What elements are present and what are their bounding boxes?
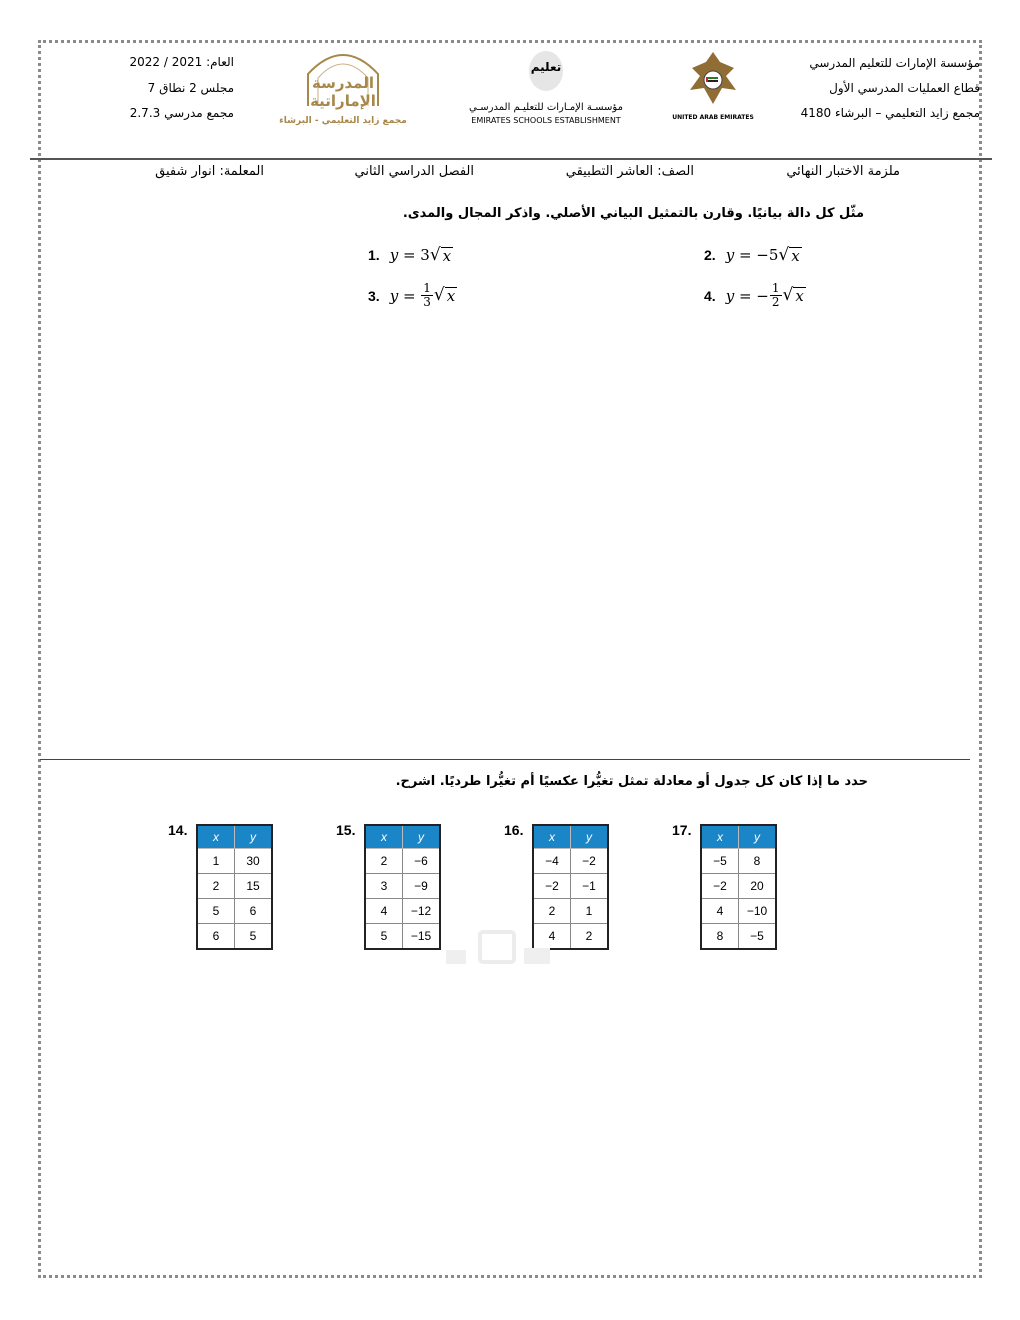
header-x: x [533, 825, 571, 849]
lhs: y [725, 246, 735, 264]
emirates-school-name: المدرسة الإماراتية [310, 74, 376, 110]
problem-2: 2. y = −5 √ x [704, 244, 800, 265]
cell-x: 4 [365, 899, 403, 924]
sqrt: √ x [782, 285, 804, 305]
table-row [197, 874, 272, 899]
header-complex: مجمع مدرسي 2.7.3 [129, 106, 234, 120]
term-label: الفصل الدراسي الثاني [354, 164, 474, 179]
cell-x: 5 [365, 924, 403, 950]
header-y: y [235, 825, 273, 849]
cell-x: 4 [701, 899, 739, 924]
section2-instruction: حدد ما إذا كان كل جدول أو معادلة تمثل تغيُّرا عكسيًا أم تغيُّرا طرديًا. اشرح. [395, 774, 868, 789]
table-row [197, 924, 272, 950]
watermark-book-icon [440, 928, 560, 972]
lhs: y [389, 286, 399, 305]
cell-y: 20 [739, 874, 777, 899]
emirates-school-caption: مجمع زايد التعليمي - البرشاء [279, 116, 407, 126]
header-school: مجمع زايد التعليمي – البرشاء 4180 [800, 106, 980, 120]
table-14 [196, 824, 273, 950]
table-row [701, 924, 776, 950]
header-year: العام: 2021 / 2022 [129, 55, 234, 69]
table-row [197, 849, 272, 874]
uae-caption: UNITED ARAB EMIRATES [672, 114, 754, 121]
table-17-number: 17. [672, 822, 692, 838]
lhs: y [725, 286, 735, 305]
sqrt: √ x [433, 285, 456, 305]
cell-x: 2 [365, 849, 403, 874]
cell-y: 8 [739, 849, 777, 874]
emirates-school-logo [278, 46, 408, 130]
sign: − [756, 286, 769, 305]
table-row [533, 849, 608, 874]
cell-y: 6 [235, 899, 273, 924]
radicand: x [795, 287, 804, 305]
numerator: 1 [771, 281, 780, 295]
fraction [421, 282, 433, 309]
table-row [365, 899, 440, 924]
table-row [701, 899, 776, 924]
header-divider [30, 158, 992, 160]
cell-y: −12 [403, 899, 441, 924]
header-y: y [403, 825, 441, 849]
cell-y: −9 [403, 874, 441, 899]
coefficient: 3 [420, 246, 430, 264]
problem-1: 1. y = 3 √ x [368, 244, 452, 265]
header-x: x [365, 825, 403, 849]
cell-x: 3 [365, 874, 403, 899]
taaleem-word: تعليم [530, 60, 562, 74]
cell-x: 5 [197, 899, 235, 924]
table-15 [364, 824, 441, 950]
ese-logo [460, 50, 632, 130]
coefficient: −5 [756, 246, 779, 264]
section-divider [40, 759, 970, 760]
uae-emblem [670, 46, 756, 130]
table-row [365, 924, 440, 950]
table-14-number: 14. [168, 822, 188, 838]
lhs: y [389, 246, 399, 264]
sqrt: √ x [429, 244, 452, 265]
problem-number: 4. [704, 287, 716, 304]
header-institution: مؤسسة الإمارات للتعليم المدرسي [809, 56, 980, 70]
table-row [701, 874, 776, 899]
sqrt: √ x [778, 244, 800, 265]
cell-y: 5 [235, 924, 273, 950]
cell-y: 15 [235, 874, 273, 899]
table-row [365, 874, 440, 899]
problem-3: 3. y = $\frac{1}{3}$ √ x [368, 281, 456, 309]
denominator: 2 [771, 295, 780, 309]
falcon-emblem-icon [670, 46, 756, 112]
table-17 [700, 824, 777, 950]
ese-arabic: مؤسسـة الإمـارات للتعليـم المدرسـي [469, 102, 623, 113]
cell-y: 1 [571, 899, 609, 924]
cell-x: 2 [197, 874, 235, 899]
exam-title: ملزمة الاختبار النهائي [786, 164, 900, 179]
radicand: x [446, 287, 456, 305]
cell-x: −5 [701, 849, 739, 874]
page-border [38, 40, 982, 1278]
cell-y: −2 [571, 849, 609, 874]
section1-instruction: مثّل كل دالة بيانيًا. وقارن بالتمثيل البياني الأصلي. واذكر المجال والمدى. [402, 206, 864, 221]
cell-x: −4 [533, 849, 571, 874]
teacher-label: المعلمة: انوار شفيق [155, 164, 264, 179]
header-x: x [701, 825, 739, 849]
cell-y: 30 [235, 849, 273, 874]
problem-number: 3. [368, 287, 380, 304]
problem-4: 4. y = − $\frac{1}{2}$ √ x [704, 281, 804, 309]
cell-x: 8 [701, 924, 739, 950]
cell-y: −10 [739, 899, 777, 924]
table-row [197, 899, 272, 924]
radicand: x [442, 246, 452, 265]
header-council: مجلس 2 نطاق 7 [147, 81, 234, 95]
header-x: x [197, 825, 235, 849]
header-sector: قطاع العمليات المدرسي الأول [829, 81, 980, 95]
cell-y: −15 [403, 924, 441, 950]
table-15-number: 15. [336, 822, 356, 838]
denominator: 3 [423, 295, 431, 309]
table-row [365, 849, 440, 874]
header-y: y [739, 825, 777, 849]
problem-number: 2. [704, 247, 716, 263]
table-row [701, 849, 776, 874]
numerator: 1 [423, 281, 431, 295]
table-row [533, 874, 608, 899]
cell-x: 4 [533, 924, 571, 950]
ese-english: EMIRATES SCHOOLS ESTABLISHMENT [471, 116, 621, 125]
fraction [770, 282, 782, 309]
radicand: x [791, 246, 800, 265]
cell-x: −2 [701, 874, 739, 899]
cell-x: 6 [197, 924, 235, 950]
cell-y: −1 [571, 874, 609, 899]
problem-number: 1. [368, 247, 380, 263]
cell-x: 2 [533, 899, 571, 924]
grade-label: الصف: العاشر التطبيقي [565, 164, 694, 179]
cell-x: −2 [533, 874, 571, 899]
header-y: y [571, 825, 609, 849]
cell-x: 1 [197, 849, 235, 874]
table-row [533, 899, 608, 924]
cell-y: 2 [571, 924, 609, 950]
table-16-number: 16. [504, 822, 524, 838]
cell-y: −6 [403, 849, 441, 874]
cell-y: −5 [739, 924, 777, 950]
